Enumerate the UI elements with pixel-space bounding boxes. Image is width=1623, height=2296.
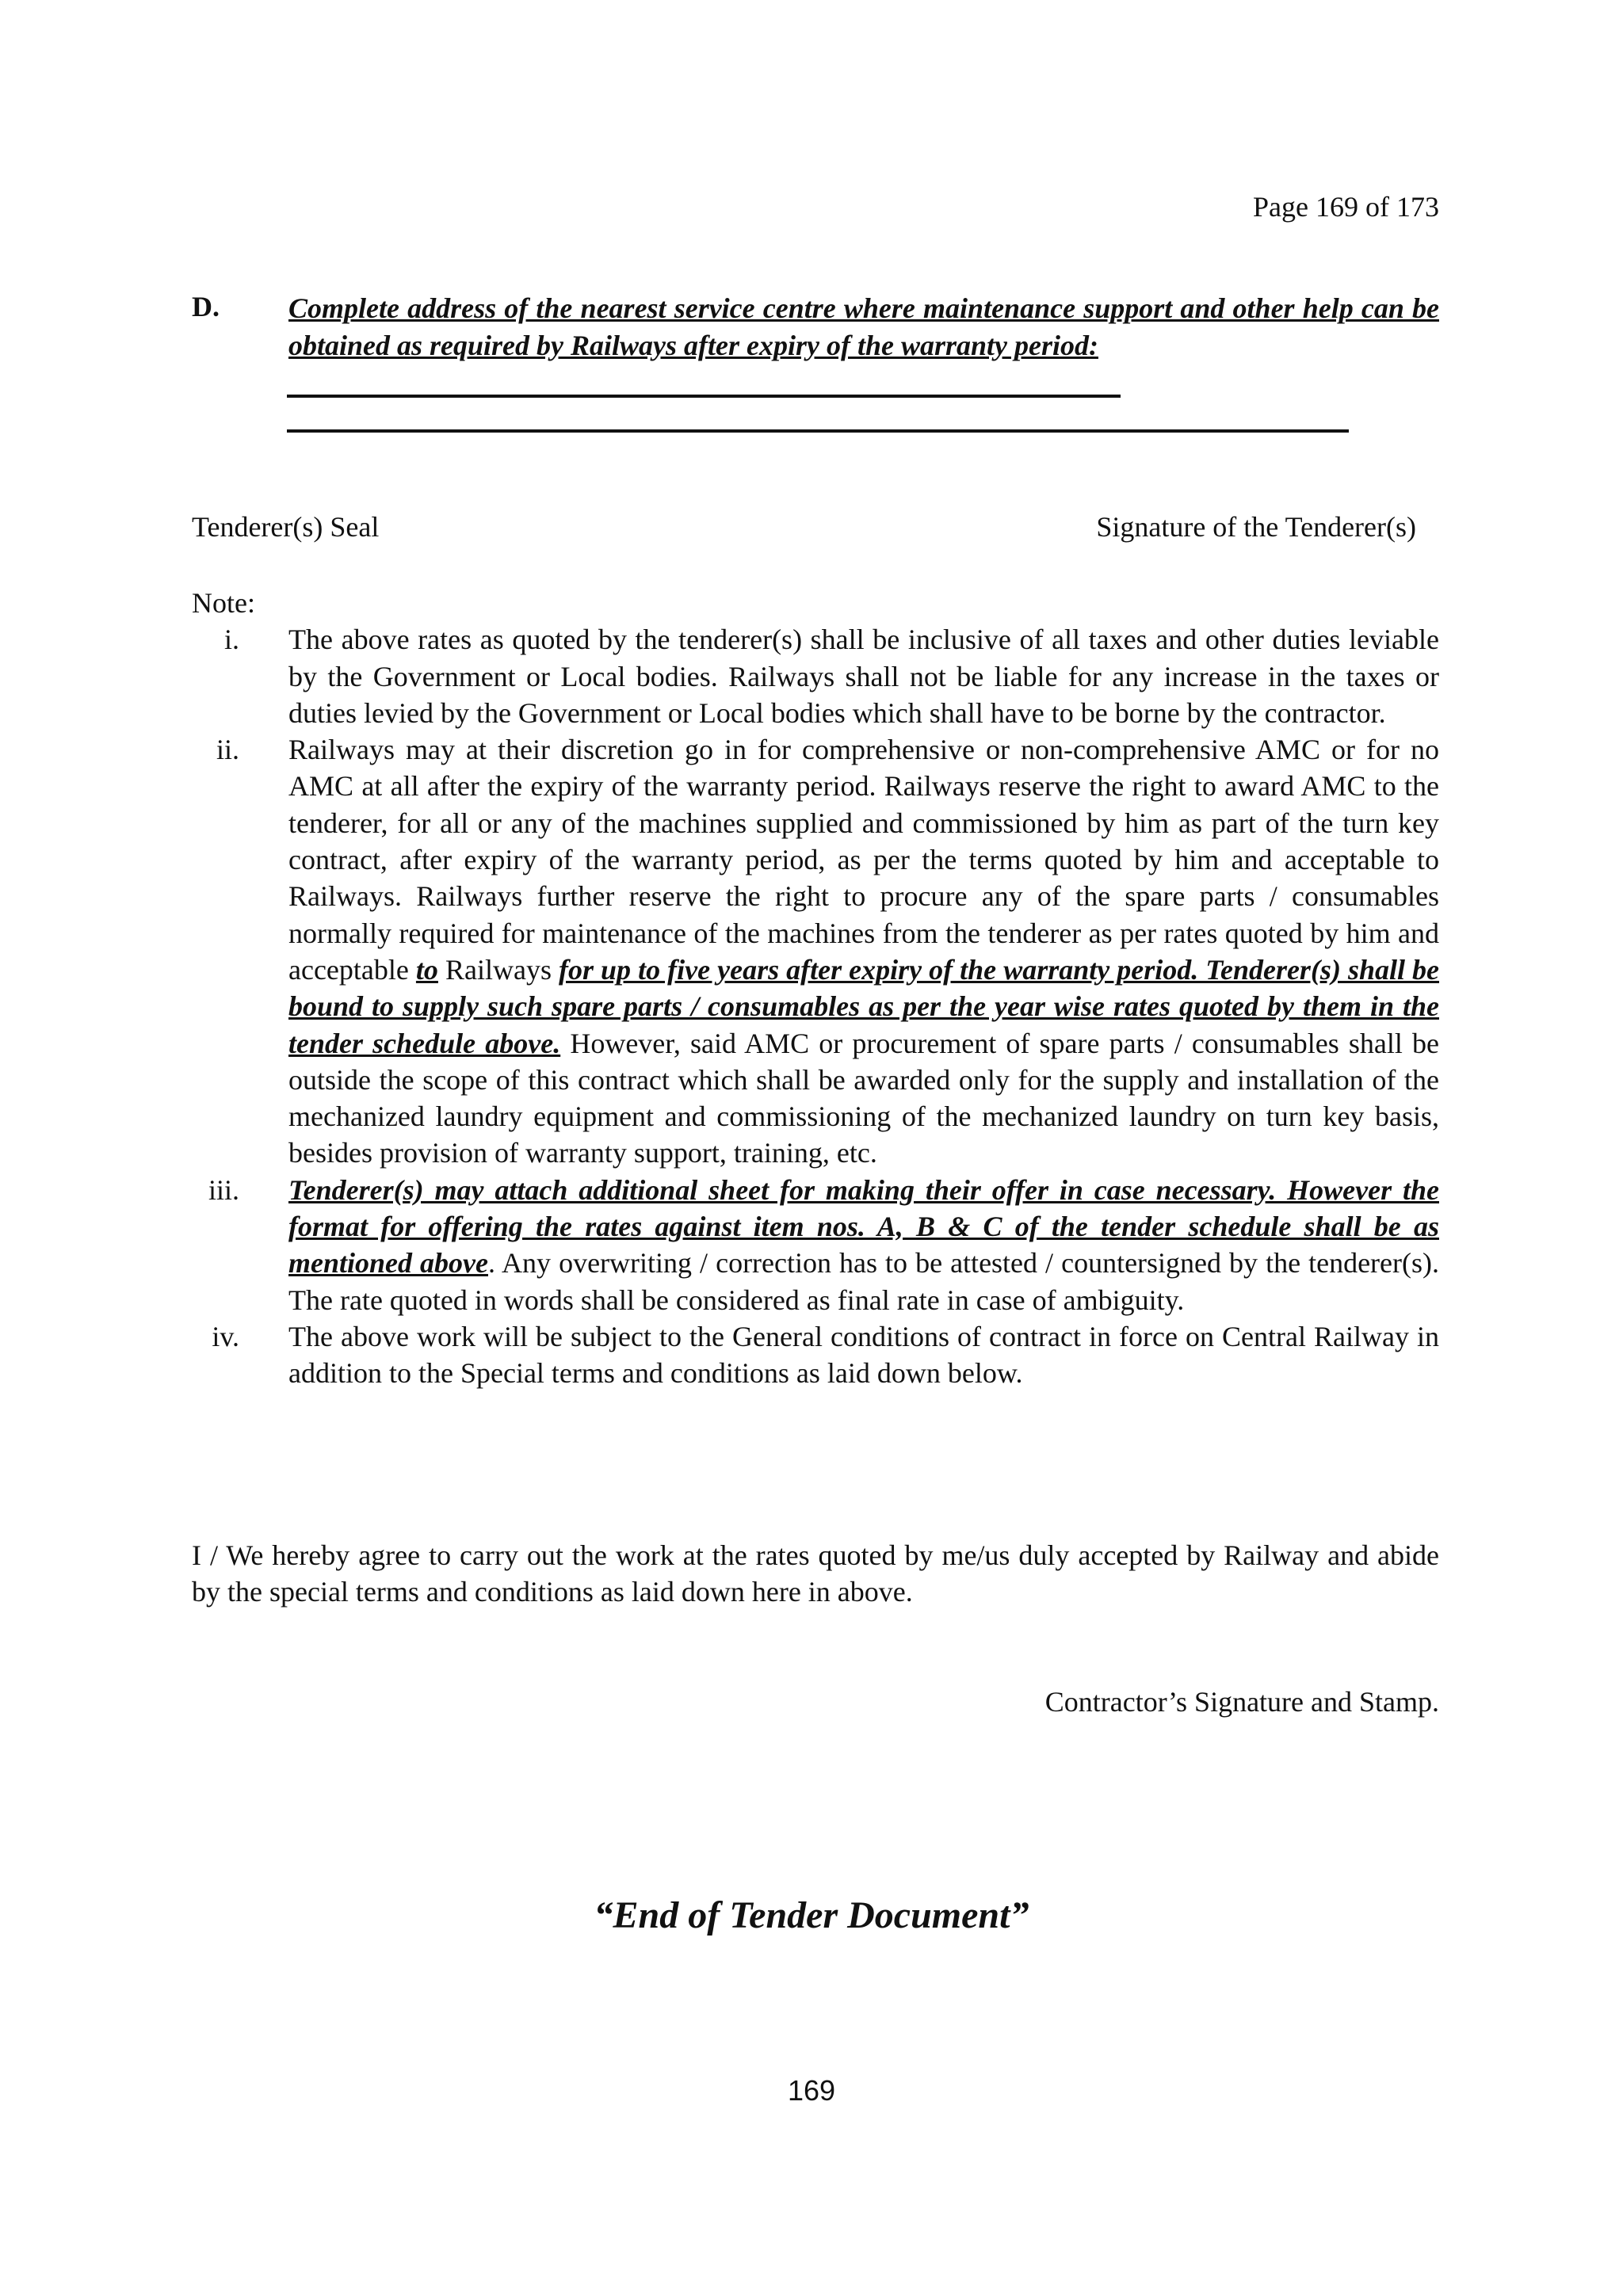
end-of-document-title: “End of Tender Document”	[594, 1894, 1029, 1936]
tenderer-seal-label: Tenderer(s) Seal	[192, 511, 380, 543]
footer-page-number: 169	[787, 2074, 836, 2107]
note-text	[288, 731, 1439, 1172]
note-number: iii.	[208, 1173, 239, 1206]
note-number: ii.	[216, 734, 239, 766]
note-text-part: . Any overwriting / correction has to be attested / countersigned by the tenderer(s). The rate quoted in words shall be considered as final rate in case of ambiguity.	[288, 1247, 1439, 1316]
address-blank-line-2	[287, 429, 1349, 433]
note-emphasis: Tenderer(s) may attach additional sheet for making their offer in case necessary. However the format for offering the rates against item nos. A, B & C of the tender schedule shall be as mentioned above	[288, 1173, 1439, 1280]
notes-section	[192, 585, 1439, 1392]
note-emphasis: for up to five years after expiry of the warranty period. Tenderer(s) shall be bound to supply such spare parts / consumables as per the year wise rates quoted by them in the tender schedule above.	[288, 953, 1440, 1059]
note-item	[192, 621, 1439, 731]
note-item	[192, 731, 1439, 1172]
page-header-label: Page 169 of 173	[1253, 191, 1439, 223]
section-heading: Complete address of the nearest service centre where maintenance support and other help can be obtained as required by Railways after expiry of the warranty period:	[288, 292, 1439, 361]
notes-title: Note:	[192, 587, 255, 619]
agreement-statement: I / We hereby agree to carry out the work at the rates quoted by me/us duly accepted by Railway and abide by the special terms and conditions as laid down here in above.	[192, 1539, 1439, 1608]
note-emphasis: to	[415, 953, 438, 986]
note-text-part: However, said AMC or procurement of spare parts / consumables shall be outside the scope of this contract which shall be awarded only for the supply and installation of the mechanized laundry equipment and commissioning of the mechanized laundry on turn key basis, besides provision of warranty support, training, etc.	[288, 1027, 1440, 1169]
note-number: iv.	[212, 1320, 239, 1352]
note-number: i.	[223, 624, 239, 656]
section-letter: D.	[192, 291, 220, 322]
tenderer-signature-label: Signature of the Tenderer(s)	[1096, 511, 1416, 543]
note-item	[192, 1318, 1439, 1392]
section-d	[192, 290, 1439, 364]
note-text	[288, 1172, 1439, 1318]
note-text-part: Railways may at their discretion go in for comprehensive or non-comprehensive AMC or for no AMC at all after the expiry of the warranty period. Railways reserve the right to award AMC to the tenderer, for all or any of the machines supplied and commissioned by him as part of the turn key contract, after expiry of the warranty period, as per the terms quoted by him and acceptable to Railways. Railways further reserve the right to procure any of the spare parts / consumables normally required for maintenance of the machines from the tenderer as per rates quoted by him and acceptable	[288, 734, 1439, 986]
note-text: The above rates as quoted by the tenderer(s) shall be inclusive of all taxes and other duties leviable by the Government or Local bodies. Railways shall not be liable for any increase in the taxes or duties levied by the Government or Local bodies which shall have to be borne by the contractor.	[288, 624, 1439, 729]
address-blank-line-1	[287, 395, 1121, 398]
contractor-signature-label: Contractor’s Signature and Stamp.	[1044, 1686, 1439, 1718]
note-text-part: Railways	[437, 953, 559, 986]
note-text: The above work will be subject to the General conditions of contract in force on Central Railway in addition to the Special terms and conditions as laid down below.	[288, 1320, 1439, 1390]
note-item	[192, 1172, 1439, 1318]
